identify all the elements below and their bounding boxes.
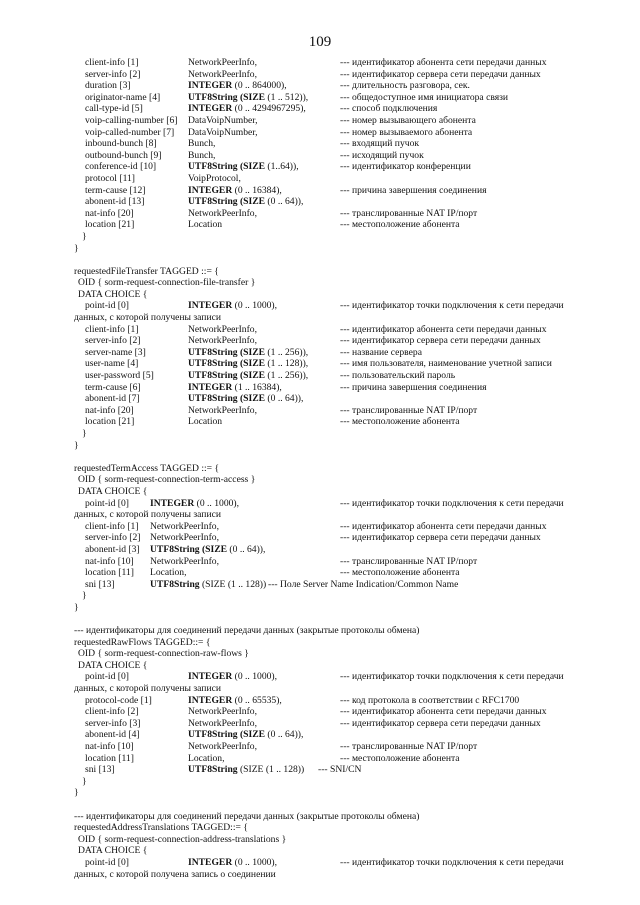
field-row: [0, 567, 640, 579]
field-row: [0, 695, 640, 707]
data-choice-text: DATA CHOICE {: [78, 659, 148, 671]
field-comment: --- идентификатор абонента сети передачи данных: [340, 520, 547, 532]
field-type: NetworkPeerInfo,: [188, 323, 257, 335]
field-comment: --- идентификатор сервера сети передачи данных: [340, 68, 541, 80]
field-comment: --- идентификатор сервера сети передачи данных: [340, 532, 541, 544]
field-row: [0, 718, 640, 730]
field-name: abonent-id [3]: [85, 543, 140, 555]
field-comment: --- имя пользователя, наименование учетной записи: [340, 358, 552, 370]
field-row: [0, 219, 640, 231]
page-number: 109: [308, 34, 332, 50]
field-comment: --- длительность разговора, сек.: [340, 80, 470, 92]
field-row: [0, 393, 640, 405]
close-brace-text: }: [74, 242, 79, 254]
section-intro: [0, 811, 640, 823]
field-type: NetworkPeerInfo,: [150, 555, 219, 567]
field-comment: --- местоположение абонента: [340, 219, 460, 231]
field-name: abonent-id [13]: [85, 196, 145, 208]
field-type: INTEGER (0 .. 16384),: [188, 184, 282, 196]
data-choice-text: DATA CHOICE {: [78, 288, 148, 300]
data-choice-text: DATA CHOICE {: [78, 845, 148, 857]
close-brace: [0, 787, 640, 799]
field-name: protocol-code [1]: [85, 694, 152, 706]
section-header-text: requestedRawFlows TAGGED::= {: [74, 636, 211, 648]
field-comment: --- название сервера: [340, 346, 422, 358]
field-name: nat-info [20]: [85, 207, 134, 219]
field-row: [0, 741, 640, 753]
field-type: NetworkPeerInfo,: [188, 404, 257, 416]
point-continuation-text: данных, с которой получены записи: [74, 509, 221, 521]
section-header-text: requestedFileTransfer TAGGED ::= {: [74, 265, 219, 277]
section-intro-text: --- идентификаторы для соединений передачи данных (закрытые протоколы обмена): [74, 810, 420, 822]
close-brace: [0, 590, 640, 602]
close-brace-text: }: [74, 439, 79, 451]
field-type: UTF8String (SIZE (1 .. 256)),: [188, 346, 309, 358]
field-type: UTF8String (SIZE (0 .. 64)),: [188, 729, 304, 741]
field-type: UTF8String (SIZE (0 .. 64)),: [188, 196, 304, 208]
field-row: [0, 150, 640, 162]
field-row: [0, 498, 640, 510]
field-name: server-info [2]: [85, 532, 141, 544]
field-name: server-info [2]: [85, 68, 141, 80]
field-row: [0, 185, 640, 197]
field-type: INTEGER (0 .. 864000),: [188, 80, 287, 92]
field-type: NetworkPeerInfo,: [188, 706, 257, 718]
field-comment: --- номер вызывающего абонента: [340, 114, 476, 126]
field-name: nat-info [10]: [85, 555, 134, 567]
field-type: NetworkPeerInfo,: [188, 68, 257, 80]
field-name: user-password [5]: [85, 370, 154, 382]
close-brace: [0, 776, 640, 788]
field-row: [0, 335, 640, 347]
point-continuation: [0, 869, 640, 881]
section-oid-text: OID { sorm-request-connection-file-transfer }: [78, 277, 256, 289]
section-oid: [0, 834, 640, 846]
section-header-text: requestedTermAccess TAGGED ::= {: [74, 462, 220, 474]
field-name: server-info [3]: [85, 717, 141, 729]
point-continuation-text: данных, с которой получена запись о соединении: [74, 868, 276, 880]
field-row: [0, 92, 640, 104]
data-choice: [0, 486, 640, 498]
field-type: Location,: [188, 752, 225, 764]
section-intro: [0, 625, 640, 637]
close-brace-text: }: [82, 428, 87, 439]
close-brace: [0, 243, 640, 255]
data-choice: [0, 845, 640, 857]
field-row: [0, 57, 640, 69]
field-comment: --- пользовательский пароль: [340, 370, 456, 382]
section-header: [0, 266, 640, 278]
section-header: [0, 637, 640, 649]
field-comment: --- идентификатор точки подключения к сети передачи: [340, 671, 564, 683]
close-brace-text: }: [82, 590, 87, 602]
field-row: [0, 556, 640, 568]
field-name: location [11]: [85, 567, 134, 579]
field-row: [0, 706, 640, 718]
close-brace: [0, 440, 640, 452]
field-row: [0, 300, 640, 312]
field-name: term-cause [6]: [85, 381, 141, 393]
field-row: [0, 857, 640, 869]
spacer: [0, 254, 640, 266]
field-type: Location: [188, 416, 223, 428]
section-oid: [0, 474, 640, 486]
field-type: UTF8String (SIZE (0 .. 64)),: [188, 393, 304, 405]
field-type: NetworkPeerInfo,: [150, 520, 219, 532]
close-brace: [0, 602, 640, 614]
field-name: point-id [0]: [85, 671, 129, 683]
field-comment: --- способ подключения: [340, 103, 438, 115]
field-row: [0, 544, 640, 556]
field-comment: --- идентификатор сервера сети передачи данных: [340, 717, 541, 729]
close-brace-text: }: [74, 601, 79, 613]
field-row: [0, 671, 640, 683]
field-comment: --- Поле Server Name Indication/Common Name: [268, 578, 459, 590]
point-continuation-text: данных, с которой получены записи: [74, 683, 221, 695]
field-name: conference-id [10]: [85, 161, 157, 173]
field-comment: --- идентификатор точки подключения к сети передачи: [340, 497, 564, 509]
field-comment: --- идентификатор точки подключения к сети передачи: [340, 300, 564, 312]
spacer: [0, 799, 640, 811]
field-comment: --- причина завершения соединения: [340, 184, 487, 196]
field-type: INTEGER (0 .. 1000),: [188, 671, 278, 683]
asn1-document: [0, 57, 640, 880]
field-name: nat-info [20]: [85, 404, 134, 416]
field-type: INTEGER (0 .. 4294967295),: [188, 103, 306, 115]
field-type: INTEGER (0 .. 65535),: [188, 694, 282, 706]
field-type: UTF8String (SIZE (0 .. 64)),: [150, 543, 266, 555]
field-name: location [21]: [85, 219, 135, 231]
field-comment: --- местоположение абонента: [340, 416, 460, 428]
field-comment: --- идентификатор абонента сети передачи данных: [340, 323, 547, 335]
field-name: client-info [1]: [85, 520, 139, 532]
field-type: INTEGER (0 .. 1000),: [188, 856, 278, 868]
spacer: [0, 451, 640, 463]
field-comment: --- местоположение абонента: [340, 567, 460, 579]
sni-row: [0, 579, 640, 591]
field-row: [0, 370, 640, 382]
field-row: [0, 729, 640, 741]
field-name: outbound-bunch [9]: [85, 149, 162, 161]
field-comment: --- общедоступное имя инициатора связи: [340, 91, 509, 103]
field-name: point-id [0]: [85, 497, 129, 509]
point-continuation: [0, 312, 640, 324]
field-name: server-name [3]: [85, 346, 146, 358]
field-comment: --- исходящий пучок: [340, 149, 424, 161]
close-brace-text: }: [74, 787, 79, 799]
field-type: UTF8String (SIZE (1 .. 512)),: [188, 91, 309, 103]
field-row: [0, 208, 640, 220]
close-brace-text: }: [82, 775, 87, 787]
data-choice: [0, 660, 640, 672]
field-type: INTEGER (0 .. 1000),: [188, 300, 278, 312]
field-comment: --- транслированные NAT IP/порт: [340, 404, 478, 416]
section-header-text: requestedAddressTranslations TAGGED::= {: [74, 822, 248, 834]
field-type: UTF8String (SIZE (1 .. 128)): [150, 578, 267, 590]
field-name: abonent-id [7]: [85, 393, 140, 405]
field-row: [0, 161, 640, 173]
field-row: [0, 173, 640, 185]
field-name: client-info [2]: [85, 706, 139, 718]
section-oid-text: OID { sorm-request-connection-raw-flows }: [78, 648, 249, 660]
field-name: protocol [11]: [85, 172, 135, 184]
field-comment: --- SNI/CN: [318, 764, 362, 776]
field-name: voip-calling-number [6]: [85, 114, 178, 126]
field-type: DataVoipNumber,: [188, 126, 258, 138]
field-row: [0, 103, 640, 115]
field-type: NetworkPeerInfo,: [188, 335, 257, 347]
field-type: Bunch,: [188, 138, 216, 150]
field-comment: --- транслированные NAT IP/порт: [340, 207, 478, 219]
sni-row: [0, 764, 640, 776]
section-oid: [0, 648, 640, 660]
field-row: [0, 127, 640, 139]
field-comment: --- идентификатор сервера сети передачи данных: [340, 335, 541, 347]
field-name: sni [13]: [85, 764, 115, 776]
field-row: [0, 382, 640, 394]
field-type: NetworkPeerInfo,: [188, 717, 257, 729]
field-name: call-type-id [5]: [85, 103, 143, 115]
field-name: location [11]: [85, 752, 134, 764]
field-type: NetworkPeerInfo,: [188, 57, 257, 68]
field-name: server-info [2]: [85, 335, 141, 347]
field-type: UTF8String (SIZE (1..64)),: [188, 161, 299, 173]
field-name: inbound-bunch [8]: [85, 138, 157, 150]
field-name: user-name [4]: [85, 358, 139, 370]
field-name: point-id [0]: [85, 856, 129, 868]
field-comment: --- местоположение абонента: [340, 752, 460, 764]
field-comment: --- входящий пучок: [340, 138, 420, 150]
section-oid-text: OID { sorm-request-connection-term-access }: [78, 474, 256, 486]
field-name: voip-called-number [7]: [85, 126, 175, 138]
field-comment: --- идентификатор конференции: [340, 161, 471, 173]
field-type: Location: [188, 219, 223, 231]
field-comment: --- идентификатор абонента сети передачи данных: [340, 57, 547, 68]
field-name: location [21]: [85, 416, 135, 428]
spacer: [0, 614, 640, 626]
field-row: [0, 196, 640, 208]
field-type: INTEGER (0 .. 1000),: [150, 497, 240, 509]
field-row: [0, 115, 640, 127]
field-row: [0, 347, 640, 359]
close-brace: [0, 231, 640, 243]
field-name: abonent-id [4]: [85, 729, 140, 741]
field-type: UTF8String (SIZE (1 .. 256)),: [188, 370, 309, 382]
field-type: Bunch,: [188, 149, 216, 161]
field-name: client-info [1]: [85, 57, 139, 68]
field-row: [0, 324, 640, 336]
field-name: client-info [1]: [85, 323, 139, 335]
field-type: NetworkPeerInfo,: [188, 741, 257, 753]
field-row: [0, 138, 640, 150]
field-type: NetworkPeerInfo,: [150, 532, 219, 544]
field-name: point-id [0]: [85, 300, 129, 312]
field-type: NetworkPeerInfo,: [188, 207, 257, 219]
field-name: duration [3]: [85, 80, 131, 92]
field-name: originator-name [4]: [85, 91, 161, 103]
section-oid: [0, 277, 640, 289]
field-type: DataVoipNumber,: [188, 114, 258, 126]
field-row: [0, 416, 640, 428]
close-brace: [0, 428, 640, 440]
field-type: UTF8String (SIZE (1 .. 128)): [188, 764, 305, 776]
point-continuation-text: данных, с которой получены записи: [74, 312, 221, 324]
field-comment: --- идентификатор абонента сети передачи данных: [340, 706, 547, 718]
field-row: [0, 80, 640, 92]
field-comment: --- номер вызываемого абонента: [340, 126, 473, 138]
close-brace-text: }: [82, 230, 87, 242]
field-row: [0, 405, 640, 417]
field-comment: --- транслированные NAT IP/порт: [340, 555, 478, 567]
field-row: [0, 521, 640, 533]
field-row: [0, 532, 640, 544]
field-comment: --- идентификатор точки подключения к сети передачи: [340, 856, 564, 868]
field-name: sni [13]: [85, 578, 115, 590]
field-row: [0, 69, 640, 81]
section-header: [0, 822, 640, 834]
field-comment: --- транслированные NAT IP/порт: [340, 741, 478, 753]
field-type: Location,: [150, 567, 187, 579]
section-header: [0, 463, 640, 475]
field-row: [0, 753, 640, 765]
section-oid-text: OID { sorm-request-connection-address-translations }: [78, 833, 287, 845]
field-name: nat-info [10]: [85, 741, 134, 753]
field-type: INTEGER (1 .. 16384),: [188, 381, 282, 393]
field-comment: --- причина завершения соединения: [340, 381, 487, 393]
point-continuation: [0, 509, 640, 521]
data-choice-text: DATA CHOICE {: [78, 485, 148, 497]
field-type: VoipProtocol,: [188, 172, 241, 184]
point-continuation: [0, 683, 640, 695]
field-name: term-cause [12]: [85, 184, 146, 196]
field-comment: --- код протокола в соответствии с RFC1700: [340, 694, 520, 706]
field-row: [0, 358, 640, 370]
field-type: UTF8String (SIZE (1 .. 128)),: [188, 358, 309, 370]
data-choice: [0, 289, 640, 301]
section-intro-text: --- идентификаторы для соединений передачи данных (закрытые протоколы обмена): [74, 625, 420, 637]
